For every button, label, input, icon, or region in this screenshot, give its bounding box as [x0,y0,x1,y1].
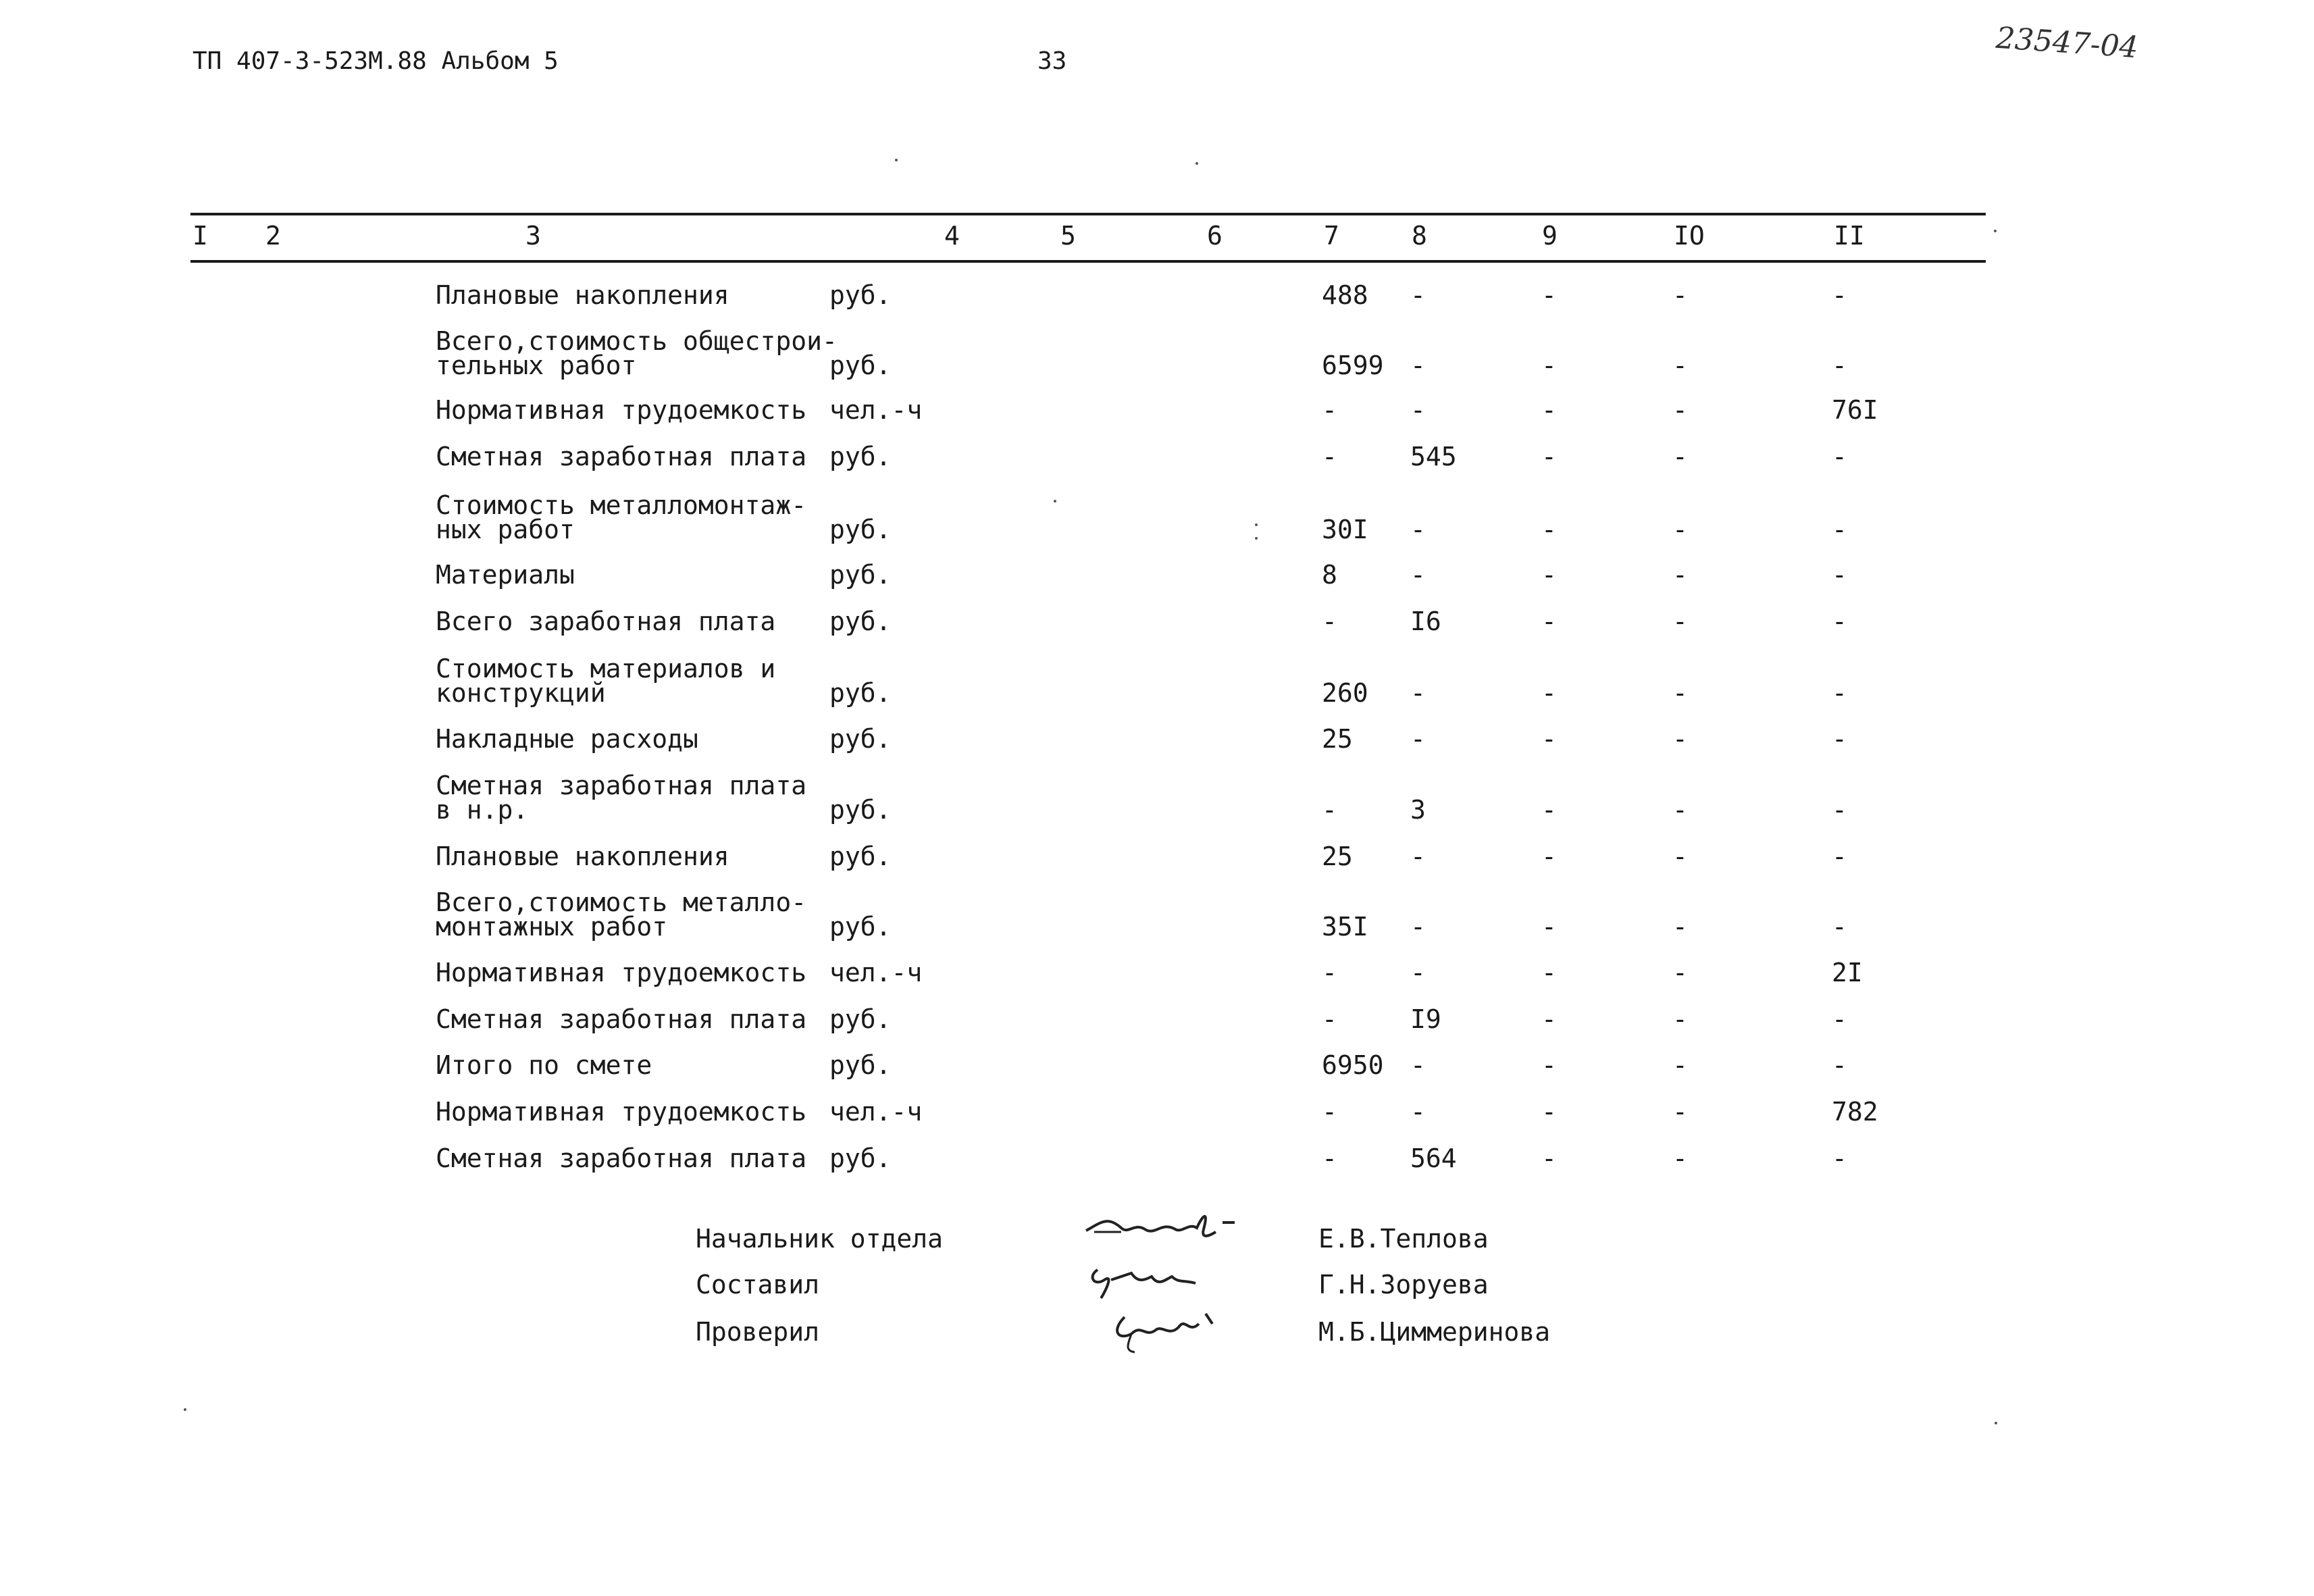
row-value-c7: 6950 [1322,1050,1384,1080]
row-value-c9: - [1541,1050,1557,1080]
row-label: Нормативная трудоемкость [436,958,807,987]
column-header: 5 [1060,221,1076,251]
row-unit: руб. [829,724,892,754]
row-value-c11: 782 [1832,1097,1878,1127]
row-value-c11: - [1832,351,1847,380]
row-unit: руб. [829,678,892,708]
row-unit: руб. [829,1050,892,1080]
row-value-c8: 545 [1410,442,1457,471]
row-value-c11: 76I [1832,395,1878,425]
signature-role: Проверил [696,1317,820,1347]
row-value-c9: - [1541,678,1557,708]
row-unit: руб. [829,1004,892,1034]
row-unit: руб. [829,280,892,310]
row-value-c8: - [1410,351,1426,380]
row-value-c7: 8 [1322,560,1337,590]
row-value-c8: - [1410,515,1426,544]
row-value-c10: - [1672,1004,1688,1034]
row-value-c7: 488 [1322,280,1368,310]
row-unit: чел.-ч [829,395,923,425]
row-value-c7: - [1322,1097,1337,1127]
scan-speck [1994,230,1997,232]
row-unit: руб. [829,795,892,825]
row-value-c7: - [1322,795,1337,825]
row-value-c8: - [1410,724,1426,754]
row-value-c7: - [1322,958,1337,987]
row-value-c8: - [1410,958,1426,987]
signature-compiled [1084,1256,1219,1304]
row-label: Стоимость металломонтаж- [436,490,807,520]
row-value-c8: - [1410,395,1426,425]
row-value-c8: - [1410,842,1426,871]
document-code: ТП 407-3-523М.88 Альбом 5 [192,47,559,75]
row-label: Сметная заработная плата [436,1004,807,1034]
row-value-c10: - [1672,842,1688,871]
row-value-c9: - [1541,842,1557,871]
signature-head [1081,1202,1243,1250]
row-value-c11: - [1832,678,1847,708]
column-header: 9 [1542,221,1558,251]
row-value-c11: - [1832,724,1847,754]
row-unit: руб. [829,515,892,544]
row-unit: руб. [829,607,892,636]
row-value-c11: - [1832,1050,1847,1080]
row-value-c7: 6599 [1322,351,1384,380]
row-value-c11: - [1832,560,1847,590]
row-value-c7: - [1322,1004,1337,1034]
row-value-c10: - [1672,678,1688,708]
page-number: 33 [1037,47,1067,75]
row-label: тельных работ [436,351,637,380]
signature-role: Начальник отдела [696,1224,944,1254]
row-label: Всего,стоимость общестрои- [436,326,838,356]
row-value-c11: - [1832,442,1847,471]
row-value-c11: - [1832,515,1847,544]
row-value-c10: - [1672,280,1688,310]
row-unit: руб. [829,560,892,590]
row-label: Плановые накопления [436,842,729,871]
row-value-c9: - [1541,724,1557,754]
row-value-c10: - [1672,1143,1688,1173]
row-label: Всего заработная плата [436,607,776,636]
row-value-c7: - [1322,442,1337,471]
row-value-c8: 3 [1410,795,1426,825]
row-value-c9: - [1541,1004,1557,1034]
row-value-c11: - [1832,1143,1847,1173]
signature-role: Составил [696,1270,820,1299]
row-unit: руб. [829,442,892,471]
row-value-c9: - [1541,560,1557,590]
row-value-c9: - [1541,1097,1557,1127]
row-value-c9: - [1541,795,1557,825]
row-value-c7: 35I [1322,912,1368,942]
column-header: 7 [1324,221,1339,251]
row-label: конструкций [436,678,606,708]
row-value-c11: - [1832,1004,1847,1034]
column-header: 8 [1412,221,1427,251]
row-label: Нормативная трудоемкость [436,1097,807,1127]
row-unit: чел.-ч [829,1097,923,1127]
row-value-c11: - [1832,280,1847,310]
row-label: Накладные расходы [436,724,698,754]
column-header: II [1834,221,1865,251]
row-label: Итого по смете [436,1050,652,1080]
row-value-c9: - [1541,1143,1557,1173]
row-value-c7: 30I [1322,515,1368,544]
row-label: Сметная заработная плата [436,442,807,471]
row-value-c10: - [1672,560,1688,590]
row-value-c8: - [1410,1050,1426,1080]
row-label: Всего,стоимость металло- [436,887,807,917]
row-unit: руб. [829,842,892,871]
column-header: 2 [265,221,281,251]
row-unit: чел.-ч [829,958,923,987]
row-label: ных работ [436,515,575,544]
row-value-c10: - [1672,958,1688,987]
row-value-c10: - [1672,795,1688,825]
row-unit: руб. [829,912,892,942]
row-value-c7: 260 [1322,678,1368,708]
scan-speck [1255,537,1258,540]
scan-speck [895,159,898,161]
row-label: монтажных работ [436,912,668,942]
scan-speck [184,1408,186,1411]
row-value-c9: - [1541,515,1557,544]
row-value-c10: - [1672,607,1688,636]
row-value-c10: - [1672,724,1688,754]
row-value-c9: - [1541,958,1557,987]
table-header-rule [190,260,1986,263]
row-label: Стоимость материалов и [436,654,776,684]
row-value-c10: - [1672,515,1688,544]
row-label: Сметная заработная плата [436,1143,807,1173]
row-value-c8: - [1410,678,1426,708]
archive-number: 23547-04 [1995,20,2140,66]
row-value-c9: - [1541,442,1557,471]
scan-speck [1195,162,1198,165]
scan-speck [1255,523,1258,526]
row-value-c8: 564 [1410,1143,1457,1173]
row-value-c8: - [1410,560,1426,590]
row-value-c8: - [1410,1097,1426,1127]
row-label: Нормативная трудоемкость [436,395,807,425]
column-header: 3 [525,221,541,251]
row-value-c10: - [1672,1050,1688,1080]
row-value-c9: - [1541,395,1557,425]
signature-checked [1104,1304,1226,1358]
row-label: в н.р. [436,795,529,825]
row-value-c10: - [1672,1097,1688,1127]
row-value-c11: - [1832,795,1847,825]
column-header: IO [1674,221,1705,251]
row-value-c10: - [1672,442,1688,471]
row-value-c7: 25 [1322,842,1353,871]
row-value-c10: - [1672,912,1688,942]
row-value-c8: - [1410,280,1426,310]
row-label: Плановые накопления [436,280,729,310]
signature-name: Г.Н.Зоруева [1318,1270,1489,1299]
row-value-c11: - [1832,912,1847,942]
row-value-c9: - [1541,351,1557,380]
row-unit: руб. [829,351,892,380]
row-value-c10: - [1672,395,1688,425]
row-value-c11: - [1832,607,1847,636]
row-value-c11: 2I [1832,958,1863,987]
row-label: Материалы [436,560,575,590]
row-value-c9: - [1541,607,1557,636]
row-value-c11: - [1832,842,1847,871]
column-header: 4 [944,221,960,251]
row-value-c9: - [1541,280,1557,310]
row-value-c7: - [1322,1143,1337,1173]
signature-name: М.Б.Циммеринова [1318,1317,1551,1347]
row-value-c8: - [1410,912,1426,942]
row-value-c8: I6 [1410,607,1441,636]
signature-name: Е.В.Теплова [1318,1224,1489,1254]
scan-speck [1054,500,1056,503]
row-value-c7: - [1322,607,1337,636]
row-value-c8: I9 [1410,1004,1441,1034]
column-header: 6 [1207,221,1223,251]
scan-speck [1995,1422,1997,1424]
row-label: Сметная заработная плата [436,771,807,800]
column-header: I [192,221,208,251]
row-unit: руб. [829,1143,892,1173]
row-value-c7: - [1322,395,1337,425]
row-value-c9: - [1541,912,1557,942]
row-value-c7: 25 [1322,724,1353,754]
row-value-c10: - [1672,351,1688,380]
table-top-rule [190,213,1986,215]
